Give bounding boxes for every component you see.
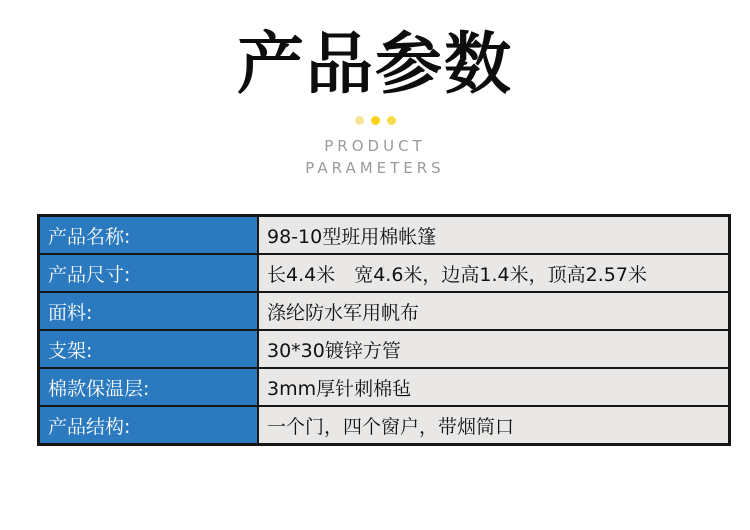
spec-label: 产品尺寸: — [39, 254, 259, 292]
subtitle-english — [0, 135, 750, 179]
spec-label: 面料: — [39, 292, 259, 330]
spec-label: 棉款保温层: — [39, 368, 259, 406]
dot-icon — [387, 116, 396, 125]
spec-value: 98-10型班用棉帐篷 — [258, 216, 730, 255]
dot-icon — [355, 116, 364, 125]
table-row — [39, 254, 730, 292]
spec-value: 长4.4米 宽4.6米，边高1.4米，顶高2.57米 — [258, 254, 730, 292]
subtitle-line: PARAMETERS — [305, 159, 445, 178]
spec-value: 3mm厚针刺棉毡 — [258, 368, 730, 406]
page-title: 产品参数 — [237, 25, 513, 103]
subtitle-line: PRODUCT — [324, 137, 426, 156]
dot-icon — [371, 116, 380, 125]
spec-label: 产品结构: — [39, 406, 259, 445]
table-row — [39, 216, 730, 255]
table-row — [39, 330, 730, 368]
table-row — [39, 368, 730, 406]
spec-value: 一个门，四个窗户，带烟筒口 — [258, 406, 730, 445]
table-row — [39, 292, 730, 330]
spec-label: 产品名称: — [39, 216, 259, 255]
spec-table — [37, 214, 731, 446]
spec-value: 涤纶防水军用帆布 — [258, 292, 730, 330]
spec-label: 支架: — [39, 330, 259, 368]
decorative-dots — [0, 116, 750, 125]
spec-value: 30*30镀锌方管 — [258, 330, 730, 368]
spec-table-body — [39, 216, 730, 445]
table-row — [39, 406, 730, 445]
